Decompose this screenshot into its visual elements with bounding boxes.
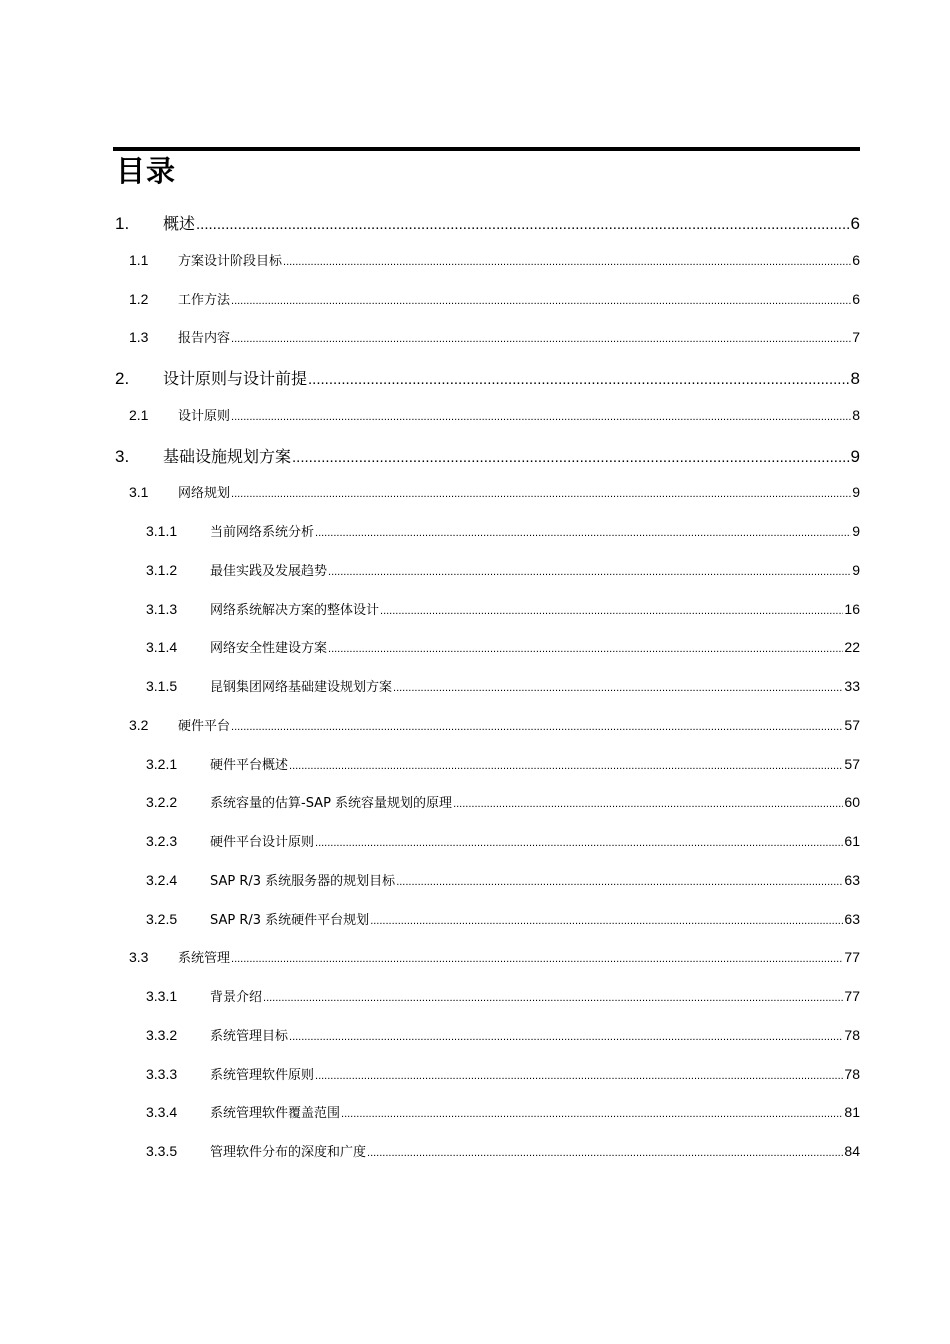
toc-entry-page-number: 8 xyxy=(852,406,860,423)
toc-entry-label: 管理软件分布的深度和广度 xyxy=(210,1145,367,1160)
toc-entry-number: 3.3.1 xyxy=(146,988,178,1004)
toc-entry-page-number: 63 xyxy=(844,871,860,888)
toc-entry[interactable] xyxy=(146,909,860,928)
toc-dot-leader xyxy=(231,953,843,965)
toc-dot-leader xyxy=(367,1147,843,1159)
toc-entry-label: 硬件平台设计原则 xyxy=(210,835,315,850)
toc-dot-leader xyxy=(263,992,843,1004)
toc-entry-label: 设计原则与设计前提 xyxy=(163,369,308,388)
toc-entry-page-number: 6 xyxy=(852,290,860,307)
toc-entry-label: SAP R/3 系统服务器的规划目标 xyxy=(210,873,396,889)
toc-dot-leader xyxy=(328,566,851,578)
toc-entry[interactable] xyxy=(115,211,860,234)
toc-entry[interactable] xyxy=(129,405,860,424)
toc-entry[interactable] xyxy=(129,715,860,734)
toc-dot-leader xyxy=(231,488,851,500)
toc-entry-number: 3. xyxy=(115,446,130,466)
toc-entry-label: 昆钢集团网络基础建设规划方案 xyxy=(210,680,393,695)
toc-entry-label: 概述 xyxy=(163,214,196,233)
toc-dot-leader xyxy=(315,837,843,849)
toc-entry-page-number: 16 xyxy=(844,600,860,617)
toc-entry-number: 1.3 xyxy=(129,329,149,346)
toc-entry-page-number: 57 xyxy=(844,755,860,772)
toc-entry[interactable] xyxy=(146,870,860,889)
toc-entry-page-number: 60 xyxy=(844,794,860,811)
toc-entry-label: 硬件平台概述 xyxy=(210,757,289,773)
toc-entry-number: 3.2.2 xyxy=(146,794,178,811)
toc-dot-leader xyxy=(315,527,851,539)
toc-dot-leader xyxy=(453,798,843,810)
toc-dot-leader xyxy=(231,333,851,345)
toc-entry-number: 3.2.3 xyxy=(146,833,178,849)
toc-entry[interactable] xyxy=(129,289,860,308)
toc-dot-leader xyxy=(231,295,851,307)
toc-entry[interactable] xyxy=(129,250,860,269)
toc-entry-number: 3.2.5 xyxy=(146,910,178,927)
toc-entry-number: 3.3.3 xyxy=(146,1065,178,1082)
toc-entry-number: 3.1.2 xyxy=(146,561,178,578)
toc-dot-leader xyxy=(396,876,843,888)
toc-entry-number: 3.1.5 xyxy=(146,678,178,694)
toc-entry-page-number: 6 xyxy=(852,251,860,268)
toc-entry-number: 3.3.4 xyxy=(146,1104,178,1121)
toc-entry-page-number: 33 xyxy=(844,678,860,694)
toc-entry-page-number: 77 xyxy=(844,949,860,966)
toc-entry-page-number: 78 xyxy=(844,1026,860,1043)
toc-entry-page-number: 7 xyxy=(852,329,860,346)
toc-entry-page-number: 84 xyxy=(844,1143,860,1159)
toc-entry[interactable] xyxy=(146,986,860,1005)
toc-dot-leader xyxy=(292,449,850,466)
toc-entry[interactable] xyxy=(129,947,860,966)
title-rule xyxy=(113,147,860,151)
toc-entry[interactable] xyxy=(146,521,860,540)
toc-dot-leader xyxy=(315,1070,843,1082)
toc-entry-number: 2.1 xyxy=(129,406,149,423)
toc-entry-page-number: 61 xyxy=(844,833,860,849)
toc-entry-label: 系统管理目标 xyxy=(210,1028,289,1044)
toc-entry-label: 背景介绍 xyxy=(210,990,263,1005)
toc-entry-page-number: 6 xyxy=(850,214,860,233)
toc-entry[interactable] xyxy=(146,792,860,811)
toc-entry-page-number: 77 xyxy=(844,988,860,1004)
toc-entry[interactable] xyxy=(146,1102,860,1121)
toc-dot-leader xyxy=(393,682,843,694)
toc-entry-number: 3.3.2 xyxy=(146,1026,178,1043)
toc-entry-number: 3.1.3 xyxy=(146,600,178,617)
toc-entry-label: 方案设计阶段目标 xyxy=(178,253,283,269)
toc-dot-leader xyxy=(380,605,843,617)
toc-entry-label: 系统容量的估算-SAP 系统容量规划的原理 xyxy=(210,796,453,812)
toc-entry-page-number: 78 xyxy=(844,1065,860,1082)
toc-entry-page-number: 63 xyxy=(844,910,860,927)
toc-entry-page-number: 8 xyxy=(850,369,860,388)
toc-dot-leader xyxy=(289,760,843,772)
toc-entry-page-number: 9 xyxy=(852,484,860,501)
toc-entry-page-number: 9 xyxy=(852,523,860,539)
toc-entry-number: 3.1 xyxy=(129,484,149,501)
toc-entry-label: 系统管理软件原则 xyxy=(210,1067,315,1083)
toc-entry[interactable] xyxy=(146,560,860,579)
toc-dot-leader xyxy=(370,915,843,927)
toc-dot-leader xyxy=(308,371,850,388)
toc-entry-number: 3.2.1 xyxy=(146,755,178,772)
toc-entry[interactable] xyxy=(115,444,860,467)
toc-dot-leader xyxy=(231,721,843,733)
toc-entry-number: 3.1.1 xyxy=(146,523,178,539)
toc-entry-number: 3.1.4 xyxy=(146,639,178,656)
toc-entry-label: 最佳实践及发展趋势 xyxy=(210,563,328,579)
toc-entry[interactable] xyxy=(146,831,860,850)
toc-entry-label: 网络系统解决方案的整体设计 xyxy=(210,602,380,618)
toc-entry-label: SAP R/3 系统硬件平台规划 xyxy=(210,912,370,928)
toc-entry[interactable] xyxy=(146,1141,860,1160)
toc-entry-label: 报告内容 xyxy=(178,331,231,347)
toc-entry-number: 1.2 xyxy=(129,290,149,307)
toc-entry-number: 1.1 xyxy=(129,251,149,268)
toc-entry-page-number: 22 xyxy=(844,639,860,656)
toc-entry[interactable] xyxy=(115,366,860,389)
toc-entry-number: 3.2.4 xyxy=(146,871,178,888)
toc-title: 目录 xyxy=(116,154,177,188)
toc-dot-leader xyxy=(231,411,851,423)
toc-entry-number: 3.2 xyxy=(129,716,149,733)
toc-entry[interactable] xyxy=(146,1064,860,1083)
toc-entry-number: 1. xyxy=(115,214,130,233)
toc-entry-page-number: 81 xyxy=(844,1104,860,1121)
toc-dot-leader xyxy=(341,1108,843,1120)
toc-entry[interactable] xyxy=(146,754,860,773)
toc-entry[interactable] xyxy=(146,637,860,656)
toc-entry-number: 2. xyxy=(115,369,130,388)
toc-entry[interactable] xyxy=(146,599,860,618)
toc-entry-label: 基础设施规划方案 xyxy=(163,446,292,466)
toc-entry-label: 硬件平台 xyxy=(178,718,231,734)
toc-entry[interactable] xyxy=(129,327,860,346)
toc-entry-label: 当前网络系统分析 xyxy=(210,525,315,540)
toc-entry-page-number: 9 xyxy=(852,561,860,578)
toc-entry-label: 网络规划 xyxy=(178,486,231,502)
toc-entry-label: 系统管理 xyxy=(178,951,231,967)
toc-dot-leader xyxy=(283,256,851,268)
toc-entry-label: 系统管理软件覆盖范围 xyxy=(210,1106,341,1122)
toc-entry-label: 设计原则 xyxy=(178,408,231,424)
toc-dot-leader xyxy=(196,216,850,233)
toc-entry-number: 3.3.5 xyxy=(146,1143,178,1159)
toc-dot-leader xyxy=(289,1031,843,1043)
toc-entry-label: 网络安全性建设方案 xyxy=(210,641,328,657)
toc-dot-leader xyxy=(328,643,843,655)
toc-entry[interactable] xyxy=(146,1025,860,1044)
toc-entry-number: 3.3 xyxy=(129,949,149,966)
toc-entry[interactable] xyxy=(146,676,860,695)
toc-entry-page-number: 9 xyxy=(850,446,860,466)
toc-entry[interactable] xyxy=(129,482,860,501)
toc-entry-label: 工作方法 xyxy=(178,292,231,308)
toc-entry-page-number: 57 xyxy=(844,716,860,733)
